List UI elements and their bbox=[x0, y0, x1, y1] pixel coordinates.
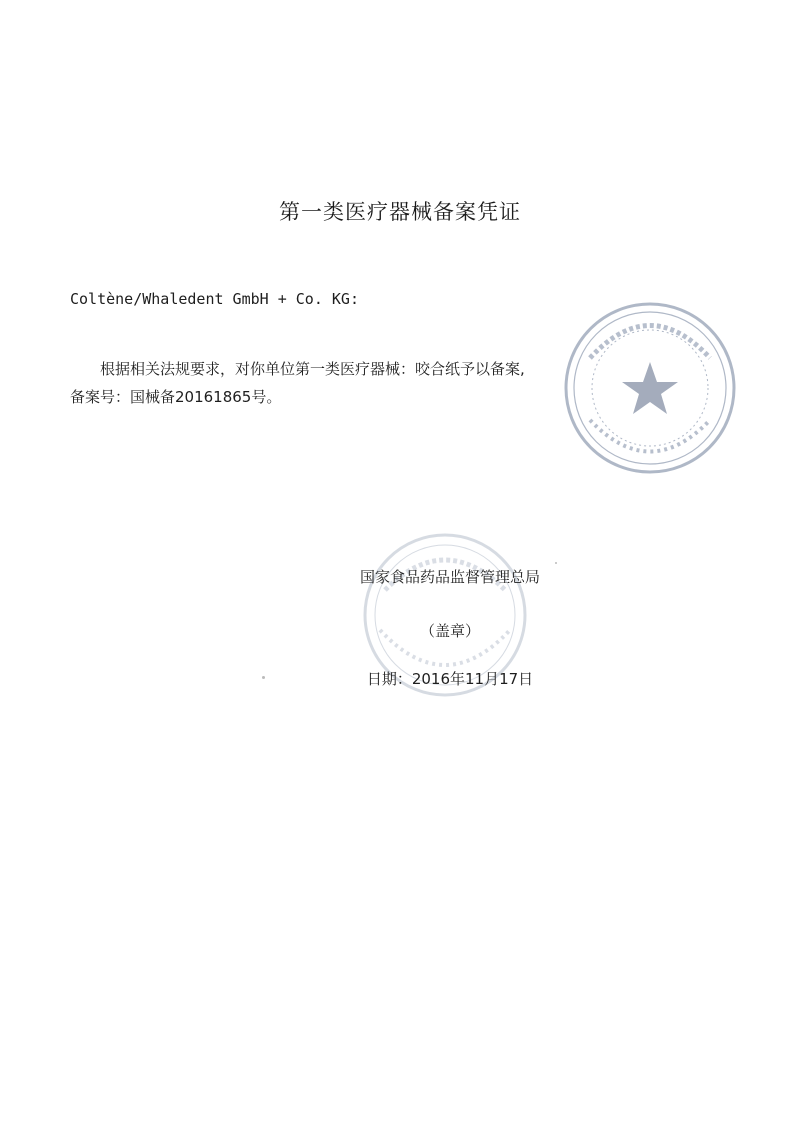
body-text-line-1: 根据相关法规要求，对你单位第一类医疗器械：咬合纸予以备案, bbox=[100, 360, 525, 378]
scan-speckle bbox=[555, 562, 557, 564]
seal-note: （盖章） bbox=[419, 622, 480, 640]
official-seal-right bbox=[560, 298, 740, 478]
star-icon bbox=[622, 362, 678, 414]
addressee-line: Coltène/Whaledent GmbH + Co. KG: bbox=[70, 290, 359, 308]
issue-date: 日期：2016年11月17日 bbox=[366, 670, 534, 688]
document-title: 第一类医疗器械备案凭证 bbox=[279, 200, 521, 224]
issuer-name: 国家食品药品监督管理总局 bbox=[359, 568, 540, 586]
scan-speckle bbox=[262, 676, 265, 679]
body-text-line-2: 备案号：国械备20161865号。 bbox=[70, 388, 282, 406]
